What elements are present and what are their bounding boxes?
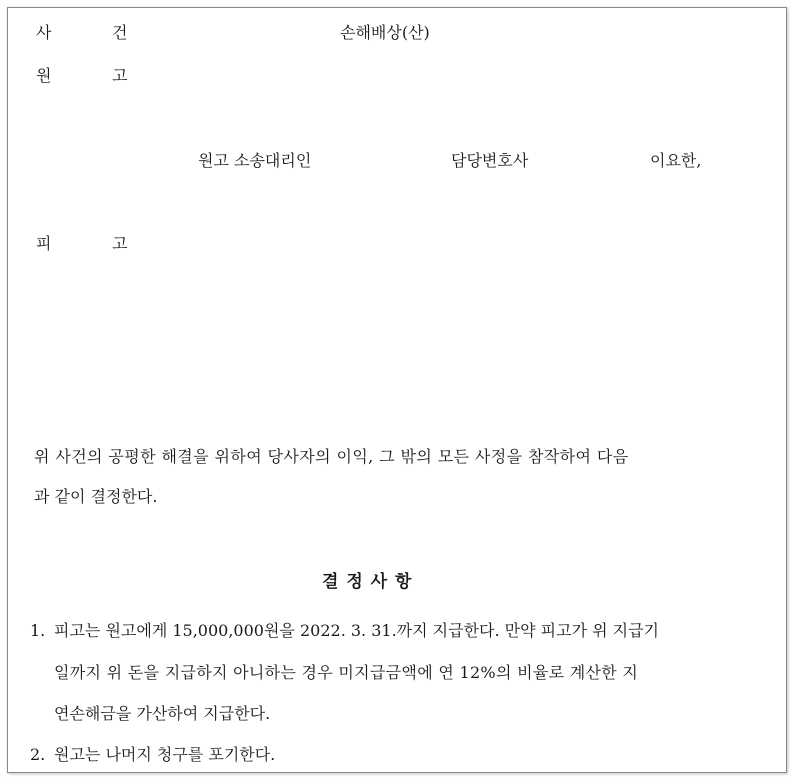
decision-title: 결 정 사 항 [322,572,413,592]
plaintiff-label-go: 고 [112,66,128,85]
plaintiff-lawyer-label: 담당변호사 [451,151,529,170]
decision-item-2-text: 원고는 나머지 청구를 포기한다. [54,745,276,764]
decision-item-1-line-3: 연손해금을 가산하여 지급한다. [54,704,271,723]
decision-item-1-line-2: 일까지 위 돈을 지급하지 아니하는 경우 미지급금액에 연 12%의 비율로 계산한 지 [54,663,639,682]
plaintiff-label-won: 원 [36,66,52,85]
case-name: 손해배상(산) [340,23,430,42]
decision-item-1-line-1: 피고는 원고에게 15,000,000원을 2022. 3. 31.까지 지급한다. 만약 피고가 위 지급기 [54,621,660,640]
decision-item-1-number: 1. [30,621,46,640]
plaintiff-agent-label: 원고 소송대리인 [198,151,312,170]
intro-line-2: 과 같이 결정한다. [34,487,158,506]
plaintiff-lawyer-name: 이요한, [650,151,702,170]
case-label-sa: 사 [36,23,52,42]
defendant-label-go: 고 [112,234,128,253]
intro-line-1: 위 사건의 공평한 해결을 위하여 당사자의 이익, 그 밖의 모든 사정을 참작하여 다음 [34,447,629,466]
defendant-label-pi: 피 [36,234,52,253]
decision-item-2-number: 2. [30,745,46,764]
document-page [7,7,787,773]
case-label-geon: 건 [112,23,128,42]
